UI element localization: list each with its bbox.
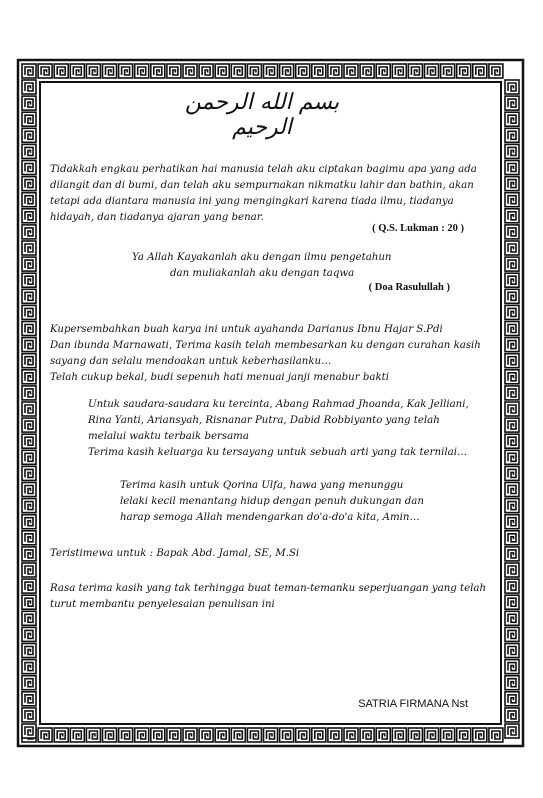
- border-key-tile: [135, 64, 149, 78]
- border-key-tile: [22, 611, 36, 625]
- quran-verse: [50, 162, 477, 226]
- border-key-tile: [505, 112, 519, 126]
- border-key-tile: [22, 128, 36, 142]
- border-key-tile: [22, 96, 36, 110]
- border-key-tile: [489, 64, 503, 78]
- border-key-tile: [505, 128, 519, 142]
- border-key-tile: [441, 728, 455, 742]
- border-key-tile: [505, 595, 519, 609]
- border-key-tile: [505, 305, 519, 319]
- border-key-tile: [425, 728, 439, 742]
- verse-source: ( Q.S. Lukman : 20 ): [372, 223, 464, 234]
- border-key-tile: [70, 728, 84, 742]
- border-key-tile: [231, 64, 245, 78]
- border-key-tile: [199, 64, 213, 78]
- border-key-tile: [22, 627, 36, 641]
- border-key-tile: [328, 64, 342, 78]
- dedication-line: Rina Yanti, Ariansyah, Risnanar Putra, Dabid Robbiyanto yang telah: [88, 415, 440, 426]
- special-dedication: Teristimewa untuk : Bapak Abd. Jamal, SE, M.Si: [50, 548, 300, 559]
- border-key-tile: [215, 728, 229, 742]
- border-key-tile: [38, 728, 52, 742]
- border-key-tile: [22, 466, 36, 480]
- border-key-tile: [22, 257, 36, 271]
- border-key-tile: [22, 692, 36, 706]
- border-key-tile: [505, 531, 519, 545]
- dedication-parents: [50, 322, 481, 386]
- border-key-tile: [312, 64, 326, 78]
- border-key-tile: [22, 724, 36, 738]
- border-key-tile: [135, 728, 149, 742]
- border-key-tile: [151, 728, 165, 742]
- author-signature: SATRIA FIRMANA Nst: [358, 698, 468, 710]
- border-key-tile: [360, 64, 374, 78]
- border-key-tile: [505, 450, 519, 464]
- border-key-tile: [247, 728, 261, 742]
- border-key-tile: [312, 728, 326, 742]
- border-key-tile: [231, 728, 245, 742]
- border-key-tile: [22, 354, 36, 368]
- border-key-tile: [505, 515, 519, 529]
- border-key-tile: [408, 728, 422, 742]
- border-key-tile: [505, 611, 519, 625]
- dedication-line: Kupersembahkan buah karya ini untuk ayahanda Darianus Ibnu Hajar S.Pdi: [50, 324, 443, 335]
- border-key-tile: [360, 728, 374, 742]
- border-key-tile: [22, 305, 36, 319]
- border-key-tile: [505, 354, 519, 368]
- border-key-tile: [22, 515, 36, 529]
- border-key-tile: [247, 64, 261, 78]
- dedication-line: turut membantu penyelesaian penulisan ini: [50, 599, 275, 610]
- dedication-line: harap semoga Allah mendengarkan do'a-do'a kita, Amin…: [120, 512, 420, 523]
- doa-line: dan muliakanlah aku dengan taqwa: [170, 268, 355, 279]
- border-key-tile: [505, 579, 519, 593]
- verse-line: tetapi ada diantara manusia ini yang mengingkari karena tiada ilmu, tiadanya: [50, 196, 454, 207]
- border-key-tile: [473, 64, 487, 78]
- border-key-tile: [505, 386, 519, 400]
- border-key-tile: [505, 402, 519, 416]
- border-key-tile: [296, 64, 310, 78]
- border-key-tile: [22, 531, 36, 545]
- border-key-tile: [22, 161, 36, 175]
- border-key-tile: [22, 499, 36, 513]
- border-key-tile: [22, 450, 36, 464]
- border-key-tile: [392, 64, 406, 78]
- page-content: [50, 80, 487, 720]
- border-key-tile: [167, 64, 181, 78]
- border-key-tile: [215, 64, 229, 78]
- border-key-tile: [505, 273, 519, 287]
- border-key-tile: [38, 64, 52, 78]
- border-key-tile: [22, 112, 36, 126]
- dedication-line: Telah cukup bekal, budi sepenuh hati menuai janji menabur bakti: [50, 372, 389, 383]
- border-key-tile: [22, 386, 36, 400]
- border-key-tile: [505, 434, 519, 448]
- border-key-tile: [22, 64, 36, 78]
- border-key-tile: [22, 209, 36, 223]
- border-key-tile: [22, 579, 36, 593]
- border-key-tile: [22, 80, 36, 94]
- border-key-tile: [103, 64, 117, 78]
- border-key-tile: [296, 728, 310, 742]
- border-key-tile: [441, 64, 455, 78]
- border-key-tile: [505, 483, 519, 497]
- border-key-tile: [505, 209, 519, 223]
- border-key-tile: [103, 728, 117, 742]
- dedication-line: Untuk saudara-saudara ku tercinta, Abang Rahmad Jhoanda, Kak Jelliani,: [88, 399, 469, 410]
- border-key-tile: [505, 96, 519, 110]
- border-key-tile: [199, 728, 213, 742]
- border-key-tile: [119, 64, 133, 78]
- dedication-line: Terima kasih untuk Qorina Ulfa, hawa yang menunggu: [120, 480, 404, 491]
- border-key-tile: [119, 728, 133, 742]
- border-key-tile: [473, 728, 487, 742]
- border-key-tile: [167, 728, 181, 742]
- border-key-tile: [54, 728, 68, 742]
- border-key-tile: [22, 563, 36, 577]
- border-key-tile: [22, 708, 36, 722]
- border-key-tile: [22, 676, 36, 690]
- border-key-tile: [22, 225, 36, 239]
- border-key-tile: [22, 338, 36, 352]
- border-key-tile: [505, 161, 519, 175]
- border-key-tile: [22, 402, 36, 416]
- border-key-tile: [489, 728, 503, 742]
- border-key-tile: [505, 80, 519, 94]
- border-key-tile: [392, 728, 406, 742]
- border-key-tile: [22, 418, 36, 432]
- border-key-tile: [151, 64, 165, 78]
- border-key-tile: [505, 418, 519, 432]
- bismillah-calligraphy: بسم الله الرحمن الرحيم: [184, 90, 340, 140]
- doa-line: Ya Allah Kayakanlah aku dengan ilmu pengetahun: [132, 252, 392, 263]
- border-key-tile: [505, 144, 519, 158]
- border-key-tile: [22, 370, 36, 384]
- border-key-tile: [70, 64, 84, 78]
- border-key-tile: [505, 708, 519, 722]
- border-key-tile: [22, 273, 36, 287]
- doa-text: [132, 250, 432, 282]
- dedication-friends: [50, 581, 487, 613]
- border-key-tile: [280, 64, 294, 78]
- border-key-tile: [505, 241, 519, 255]
- verse-line: Tidakkah engkau perhatikan hai manusia telah aku ciptakan bagimu apa yang ada: [50, 164, 477, 175]
- border-key-tile: [264, 728, 278, 742]
- border-key-tile: [505, 193, 519, 207]
- border-key-tile: [505, 257, 519, 271]
- border-key-tile: [264, 64, 278, 78]
- border-key-tile: [22, 289, 36, 303]
- dedication-line: sayang dan selalu mendoakan untuk keberhasilanku…: [50, 356, 332, 367]
- dedication-line: melalui waktu terbaik bersama: [88, 431, 249, 442]
- border-key-tile: [505, 563, 519, 577]
- border-key-tile: [183, 64, 197, 78]
- border-key-tile: [505, 338, 519, 352]
- border-key-tile: [505, 547, 519, 561]
- border-key-tile: [22, 434, 36, 448]
- border-key-tile: [408, 64, 422, 78]
- border-key-tile: [280, 728, 294, 742]
- border-key-tile: [22, 547, 36, 561]
- border-key-tile: [22, 144, 36, 158]
- border-key-tile: [505, 289, 519, 303]
- border-key-tile: [505, 322, 519, 336]
- border-key-tile: [86, 64, 100, 78]
- border-key-tile: [505, 466, 519, 480]
- border-key-tile: [344, 728, 358, 742]
- border-key-tile: [505, 177, 519, 191]
- border-key-tile: [22, 193, 36, 207]
- border-key-tile: [86, 728, 100, 742]
- border-key-tile: [505, 692, 519, 706]
- border-key-tile: [344, 64, 358, 78]
- dedication-qorina: [120, 478, 450, 526]
- dedication-line: Dan ibunda Marnawati, Terima kasih telah membesarkan ku dengan curahan kasih: [50, 340, 481, 351]
- border-key-tile: [505, 370, 519, 384]
- border-key-tile: [505, 499, 519, 513]
- border-key-tile: [505, 644, 519, 658]
- border-key-tile: [505, 660, 519, 674]
- border-key-tile: [376, 64, 390, 78]
- border-key-tile: [54, 64, 68, 78]
- doa-source: ( Doa Rasulullah ): [368, 282, 450, 293]
- dedication-line: Rasa terima kasih yang tak terhingga buat teman-temanku seperjuangan yang telah: [50, 583, 487, 594]
- border-key-tile: [22, 660, 36, 674]
- border-key-tile: [376, 728, 390, 742]
- dedication-siblings: [88, 397, 470, 461]
- verse-line: hidayah, dan tiadanya ajaran yang benar.: [50, 212, 264, 223]
- border-key-tile: [22, 483, 36, 497]
- border-key-tile: [22, 177, 36, 191]
- dedication-line: Terima kasih keluarga ku tersayang untuk sebuah arti yang tak ternilai…: [88, 447, 468, 458]
- border-key-tile: [328, 728, 342, 742]
- border-key-tile: [457, 728, 471, 742]
- border-key-tile: [505, 724, 519, 738]
- border-key-tile: [425, 64, 439, 78]
- border-key-tile: [183, 728, 197, 742]
- border-key-tile: [22, 644, 36, 658]
- border-key-tile: [22, 595, 36, 609]
- border-key-tile: [22, 241, 36, 255]
- border-key-tile: [505, 225, 519, 239]
- border-key-tile: [505, 627, 519, 641]
- border-key-tile: [22, 322, 36, 336]
- border-key-tile: [505, 676, 519, 690]
- verse-line: dilangit dan di bumi, dan telah aku sempurnakan nikmatku lahir dan bathin, akan: [50, 180, 474, 191]
- border-key-tile: [457, 64, 471, 78]
- dedication-line: lelaki kecil menantang hidup dengan penuh dukungan dan: [120, 496, 424, 507]
